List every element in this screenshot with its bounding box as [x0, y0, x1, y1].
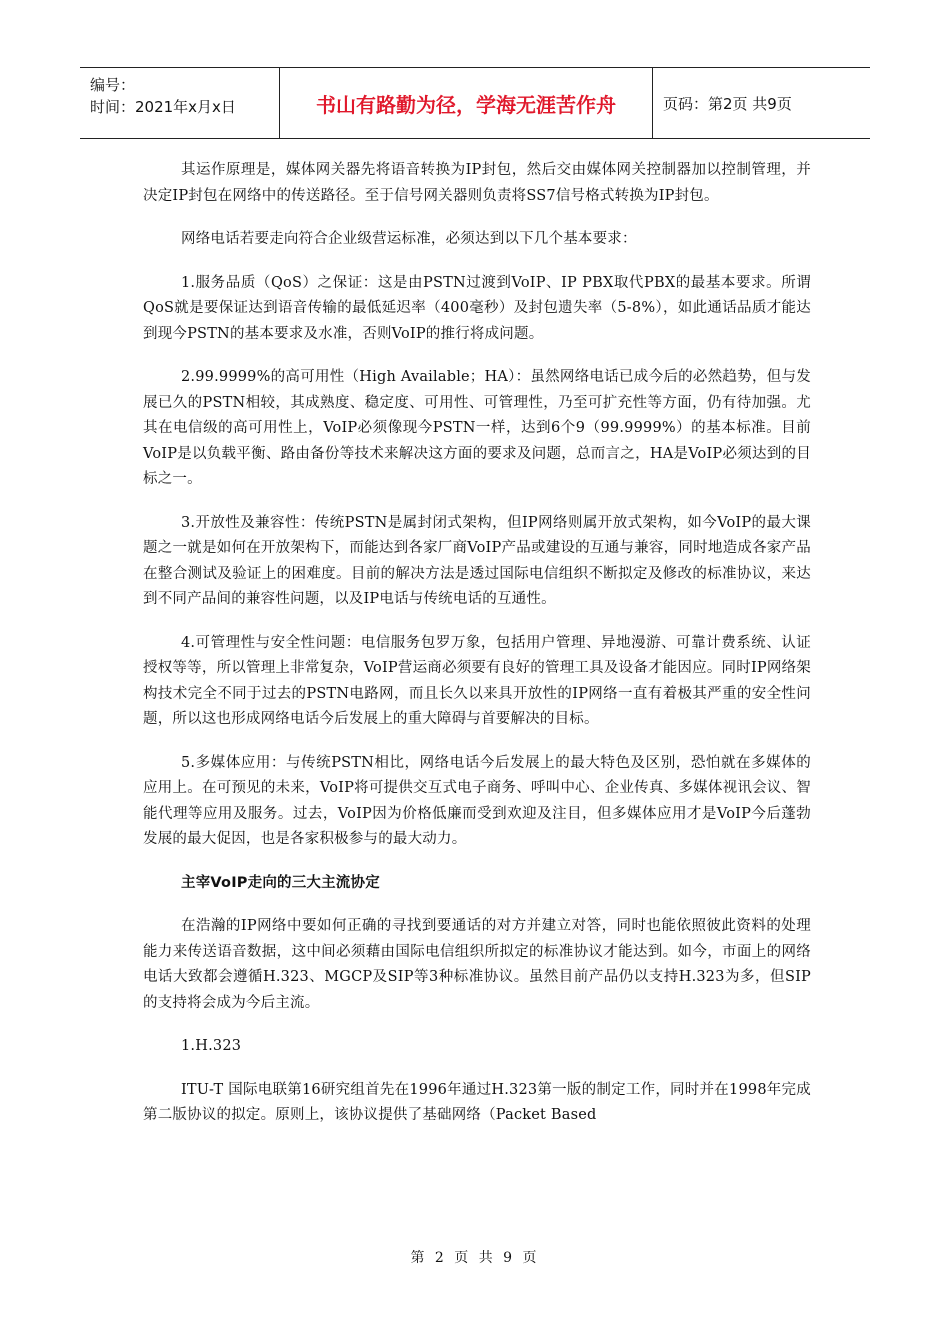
- paragraph: ITU-T 国际电联第16研究组首先在1996年通过H.323第一版的制定工作，同时并在1998年完成第二版协议的拟定。原则上，该协议提供了基础网络（Packet Based: [143, 1081, 811, 1123]
- paragraph: 2.99.9999%的高可用性（High Available；HA）：虽然网络电话已成今后的必然趋势，但与发展已久的PSTN相较，其成熟度、稳定度、可用性、可管理性，乃至可扩充性等方面，仍有待加强。尤其在电信级的高可用性上，VoIP必须像现今PSTN一样，达到6个9（99.9999%）的基本标准。目前VoIP是以负载平衡、路由备份等技术来解决这方面的要求及问题，总而言之，HA是VoIP必须达到的目标之一。: [143, 369, 811, 487]
- page-label: 页码：第2页 共9页: [663, 94, 792, 113]
- page-footer: 第 2 页 共 9 页: [410, 1250, 540, 1266]
- date-label: 时间：2021年x月x日: [90, 98, 236, 116]
- paragraph: 4.可管理性与安全性问题：电信服务包罗万象，包括用户管理、异地漫游、可靠计费系统、认证授权等等，所以管理上非常复杂，VoIP营运商必须要有良好的管理工具及设备才能因应。同时IP网络架构技术完全不同于过去的PSTN电路网，而且长久以来具开放性的IP网络一直有着极其严重的安全性问题，所以这也形成网络电话今后发展上的重大障碍与首要解决的目标。: [143, 634, 811, 727]
- page-header: [80, 67, 870, 139]
- number-label: 编号：: [90, 76, 136, 94]
- paragraph: 3.开放性及兼容性：传统PSTN是属封闭式架构，但IP网络则属开放式架构，如今VoIP的最大课题之一就是如何在开放架构下，而能达到各家厂商VoIP产品或建设的互通与兼容，同时地造成各家产品在整合测试及验证上的困难度。目前的解决方法是透过国际电信组织不断拟定及修改的标准协议，来达到不同产品间的兼容性问题，以及IP电话与传统电话的互通性。: [143, 514, 811, 607]
- paragraph: 在浩瀚的IP网络中要如何正确的寻找到要通话的对方并建立对答，同时也能依照彼此资料的处理能力来传送语音数据，这中间必须藉由国际电信组织所拟定的标准协议才能达到。如今，市面上的网络电话大致都会遵循H.323、MGCP及SIP等3种标准协议。虽然目前产品仍以支持H.323为多，但SIP的支持将会成为今后主流。: [143, 918, 811, 1011]
- paragraph: 5.多媒体应用：与传统PSTN相比，网络电话今后发展上的最大特色及区别，恐怕就在多媒体的应用上。在可预见的未来，VoIP将可提供交互式电子商务、呼叫中心、企业传真、多媒体视讯会议、智能代理等应用及服务。过去，VoIP因为价格低廉而受到欢迎及注目，但多媒体应用才是VoIP今后蓬勃发展的最大促因，也是各家积极参与的最大动力。: [143, 754, 811, 847]
- paragraph: 网络电话若要走向符合企业级营运标准，必须达到以下几个基本要求：: [181, 231, 637, 247]
- paragraph: 1.服务品质（QoS）之保证：这是由PSTN过渡到VoIP、IP PBX取代PBX的最基本要求。所谓QoS就是要保证达到语音传输的最低延迟率（400毫秒）及封包遗失率（5-8%），如此通话品质才能达到现今PSTN的基本要求及水准，否则VoIP的推行将成问题。: [143, 274, 811, 342]
- document-body: [143, 158, 811, 1147]
- motto: 书山有路勤为径，学海无涯苦作舟: [280, 68, 653, 138]
- paragraph: 其运作原理是，媒体网关器先将语音转换为IP封包，然后交由媒体网关控制器加以控制管理，并决定IP封包在网络中的传送路径。至于信号网关器则负责将SS7信号格式转换为IP封包。: [143, 162, 811, 204]
- paragraph: 1.H.323: [181, 1038, 242, 1054]
- section-heading: 主宰VoIP走向的三大主流协定: [181, 874, 380, 891]
- header-left-cell: [80, 68, 280, 138]
